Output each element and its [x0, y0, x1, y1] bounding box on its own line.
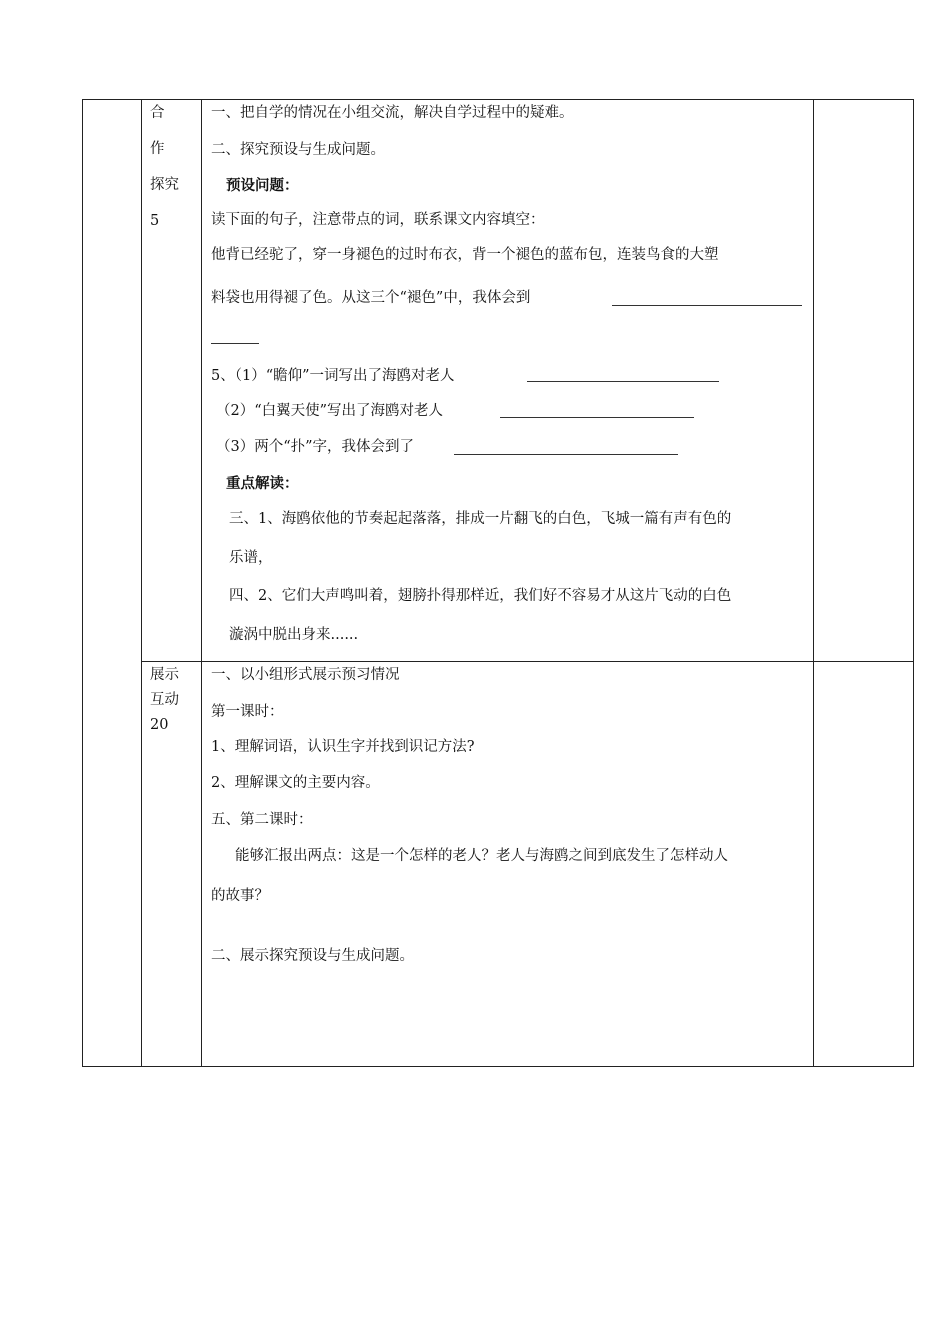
text-line: 四、2、它们大声鸣叫着，翅膀扑得那样近，我们好不容易才从这片飞动的白色 — [229, 588, 732, 604]
section-label-line: 作 — [150, 141, 165, 157]
section-label-line: 展示 — [150, 667, 179, 683]
text-line: 1、理解词语，认识生字并找到识记方法? — [211, 739, 475, 755]
lesson-plan-table — [82, 99, 914, 1067]
text-line: 五、第二课时： — [211, 812, 313, 828]
text-line: （3）两个“扑”字，我体会到了 — [216, 439, 415, 455]
column-divider — [201, 100, 202, 1066]
text-line: 二、探究预设与生成问题。 — [211, 142, 385, 158]
row-divider — [141, 661, 913, 662]
text-line: 料袋也用得褪了色。从这三个“褪色”中，我体会到 — [211, 290, 531, 306]
subheading: 预设问题： — [226, 177, 299, 194]
text-line: 乐谱， — [229, 550, 273, 566]
text-line: 一、以小组形式展示预习情况 — [211, 667, 400, 683]
subheading: 重点解读： — [226, 475, 299, 492]
fill-in-blank[interactable] — [500, 405, 694, 418]
text-line: 三、1、海鸥依他的节奏起起落落，排成一片翻飞的白色，飞城一篇有声有色的 — [229, 511, 732, 527]
fill-in-blank[interactable] — [612, 293, 802, 306]
fill-in-blank[interactable] — [211, 331, 259, 344]
text-line: 一、把自学的情况在小组交流，解决自学过程中的疑难。 — [211, 105, 574, 121]
text-line: 二、展示探究预设与生成问题。 — [211, 948, 414, 964]
section-label-line: 互动 — [150, 692, 179, 708]
section-label-line: 探究 — [150, 177, 179, 193]
text-line: （2）“白翼天使”写出了海鸥对老人 — [216, 403, 444, 419]
section-label-line: 合 — [150, 105, 165, 121]
text-line: 2、理解课文的主要内容。 — [211, 775, 380, 791]
fill-in-blank[interactable] — [454, 442, 678, 455]
text-line: 5、（1）“瞻仰”一词写出了海鸥对老人 — [211, 368, 455, 384]
text-line: 第一课时： — [211, 704, 284, 720]
column-divider — [141, 100, 142, 1066]
column-divider — [813, 100, 814, 1066]
text-line: 读下面的句子，注意带点的词，联系课文内容填空： — [211, 212, 545, 228]
section-label-line: 5 — [150, 213, 160, 229]
text-line: 他背已经驼了，穿一身褪色的过时布衣，背一个褪色的蓝布包，连装鸟食的大塑 — [211, 247, 719, 263]
text-line: 的故事？ — [211, 888, 269, 904]
text-line: 能够汇报出两点：这是一个怎样的老人？老人与海鸥之间到底发生了怎样动人 — [235, 848, 728, 864]
fill-in-blank[interactable] — [527, 369, 719, 382]
text-line: 漩涡中脱出身来...... — [229, 627, 359, 643]
section-label-line: 20 — [150, 717, 169, 733]
